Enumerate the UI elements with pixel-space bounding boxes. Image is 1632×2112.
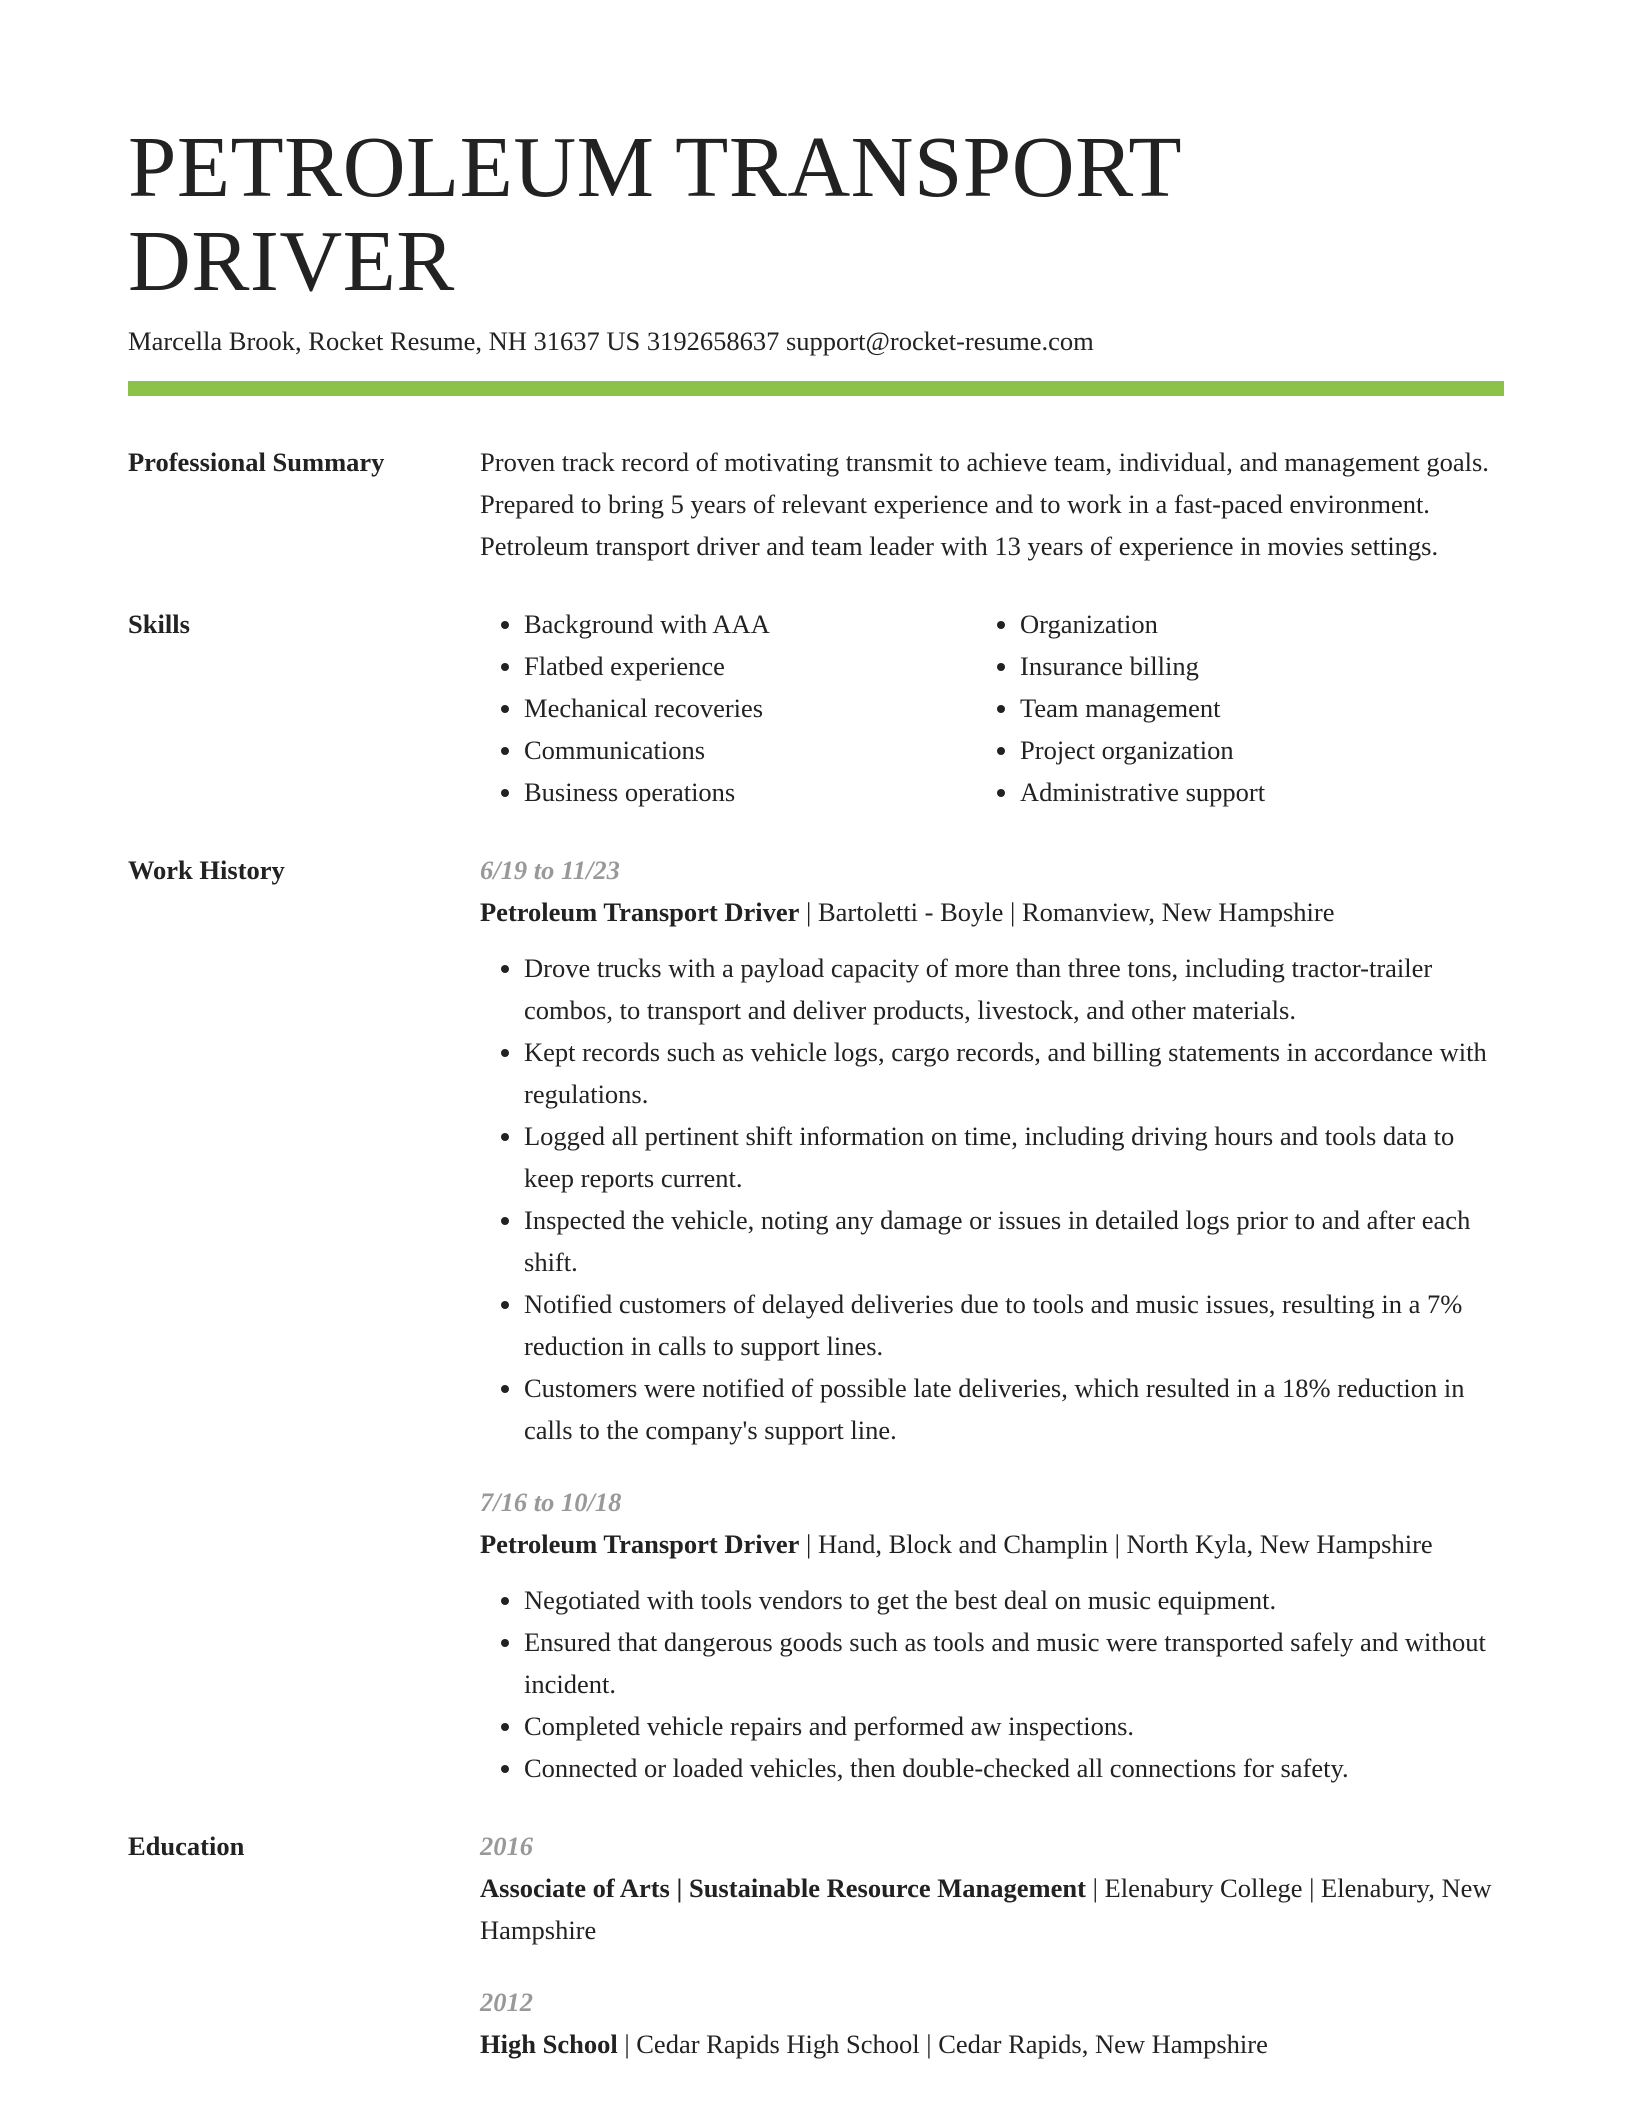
skill-item: • Mechanical recoveries (524, 687, 984, 729)
education-heading: Education (128, 1830, 245, 1861)
resume-title: PETROLEUM TRANSPORT DRIVER (128, 118, 1181, 309)
resume-page (128, 120, 1504, 2065)
skills-section (128, 603, 1504, 813)
education-entry (480, 1825, 1504, 1951)
education-date: 2012 (480, 1986, 533, 2017)
summary-text: Proven track record of motivating transmit to achieve team, individual, and management goals. Prepared to bring 5 years of relevant experience and to work in a fast-paced environment. Petroleum transport driver and team leader with 13 years of experience in movies settings. (480, 446, 1489, 561)
education-details: | Cedar Rapids High School | Cedar Rapids, New Hampshire (617, 2028, 1268, 2059)
education-body (480, 1825, 1504, 2065)
skill-item: • Communications (524, 729, 984, 771)
education-section (128, 1825, 1504, 2065)
job-dates: 6/19 to 11/23 (480, 854, 620, 885)
work-history-section (128, 849, 1504, 1789)
skills-column-2 (984, 603, 1480, 813)
education-details: | Elenabury College | Elenabury, New Hampshire (480, 1872, 1492, 1945)
job-bullet: • Logged all pertinent shift information on time, including driving hours and tools data to keep reports current. (524, 1115, 1504, 1199)
education-degree-line (480, 1867, 1504, 1951)
job-entry (480, 849, 1504, 1451)
education-degree: High School (480, 2028, 618, 2059)
skill-item: • Background with AAA (524, 603, 984, 645)
job-title: Petroleum Transport Driver (480, 1528, 800, 1559)
job-bullet: • Inspected the vehicle, noting any damage or issues in detailed logs prior to and after each shift. (524, 1199, 1504, 1283)
skill-item: • Insurance billing (1020, 645, 1480, 687)
education-degree: Associate of Arts | Sustainable Resource Management (480, 1872, 1086, 1903)
skill-item: • Team management (1020, 687, 1480, 729)
job-bullets (480, 947, 1504, 1451)
skill-item: • Project organization (1020, 729, 1480, 771)
job-bullet: • Ensured that dangerous goods such as tools and music were transported safely and without incident. (524, 1621, 1504, 1705)
job-bullet: • Customers were notified of possible late deliveries, which resulted in a 18% reduction in calls to the company's support line. (524, 1367, 1504, 1451)
job-bullets (480, 1579, 1504, 1789)
skill-item: • Business operations (524, 771, 984, 813)
job-role-line (480, 891, 1504, 933)
skills-body (480, 603, 1504, 813)
education-entry (480, 1981, 1504, 2065)
skill-item: • Organization (1020, 603, 1480, 645)
education-date: 2016 (480, 1830, 533, 1861)
work-history-body (480, 849, 1504, 1789)
job-bullet: • Notified customers of delayed deliveries due to tools and music issues, resulting in a 7% reduction in calls to support lines. (524, 1283, 1504, 1367)
summary-heading: Professional Summary (128, 446, 385, 477)
skill-item: • Flatbed experience (524, 645, 984, 687)
job-bullet: • Completed vehicle repairs and performed aw inspections. (524, 1705, 1504, 1747)
job-entry (480, 1481, 1504, 1789)
job-bullet: • Negotiated with tools vendors to get the best deal on music equipment. (524, 1579, 1504, 1621)
job-title: Petroleum Transport Driver (480, 896, 800, 927)
contact-line: Marcella Brook, Rocket Resume, NH 31637 US 3192658637 support@rocket-resume.com (128, 325, 1094, 356)
skill-item: • Administrative support (1020, 771, 1480, 813)
summary-body (480, 441, 1504, 567)
accent-divider (128, 381, 1504, 396)
job-bullet: • Connected or loaded vehicles, then double-checked all connections for safety. (524, 1747, 1504, 1789)
skills-column-1 (480, 603, 984, 813)
job-role-line (480, 1523, 1504, 1565)
job-details: | Bartoletti - Boyle | Romanview, New Hampshire (799, 896, 1335, 927)
job-bullet: • Drove trucks with a payload capacity of more than three tons, including tractor-trailer combos, to transport and deliver products, livestock, and other materials. (524, 947, 1504, 1031)
skills-heading: Skills (128, 608, 190, 639)
education-degree-line (480, 2023, 1504, 2065)
job-dates: 7/16 to 10/18 (480, 1486, 622, 1517)
work-history-heading: Work History (128, 854, 285, 885)
job-bullet: • Kept records such as vehicle logs, cargo records, and billing statements in accordance with regulations. (524, 1031, 1504, 1115)
summary-section (128, 441, 1504, 567)
job-details: | Hand, Block and Champlin | North Kyla, New Hampshire (799, 1528, 1433, 1559)
